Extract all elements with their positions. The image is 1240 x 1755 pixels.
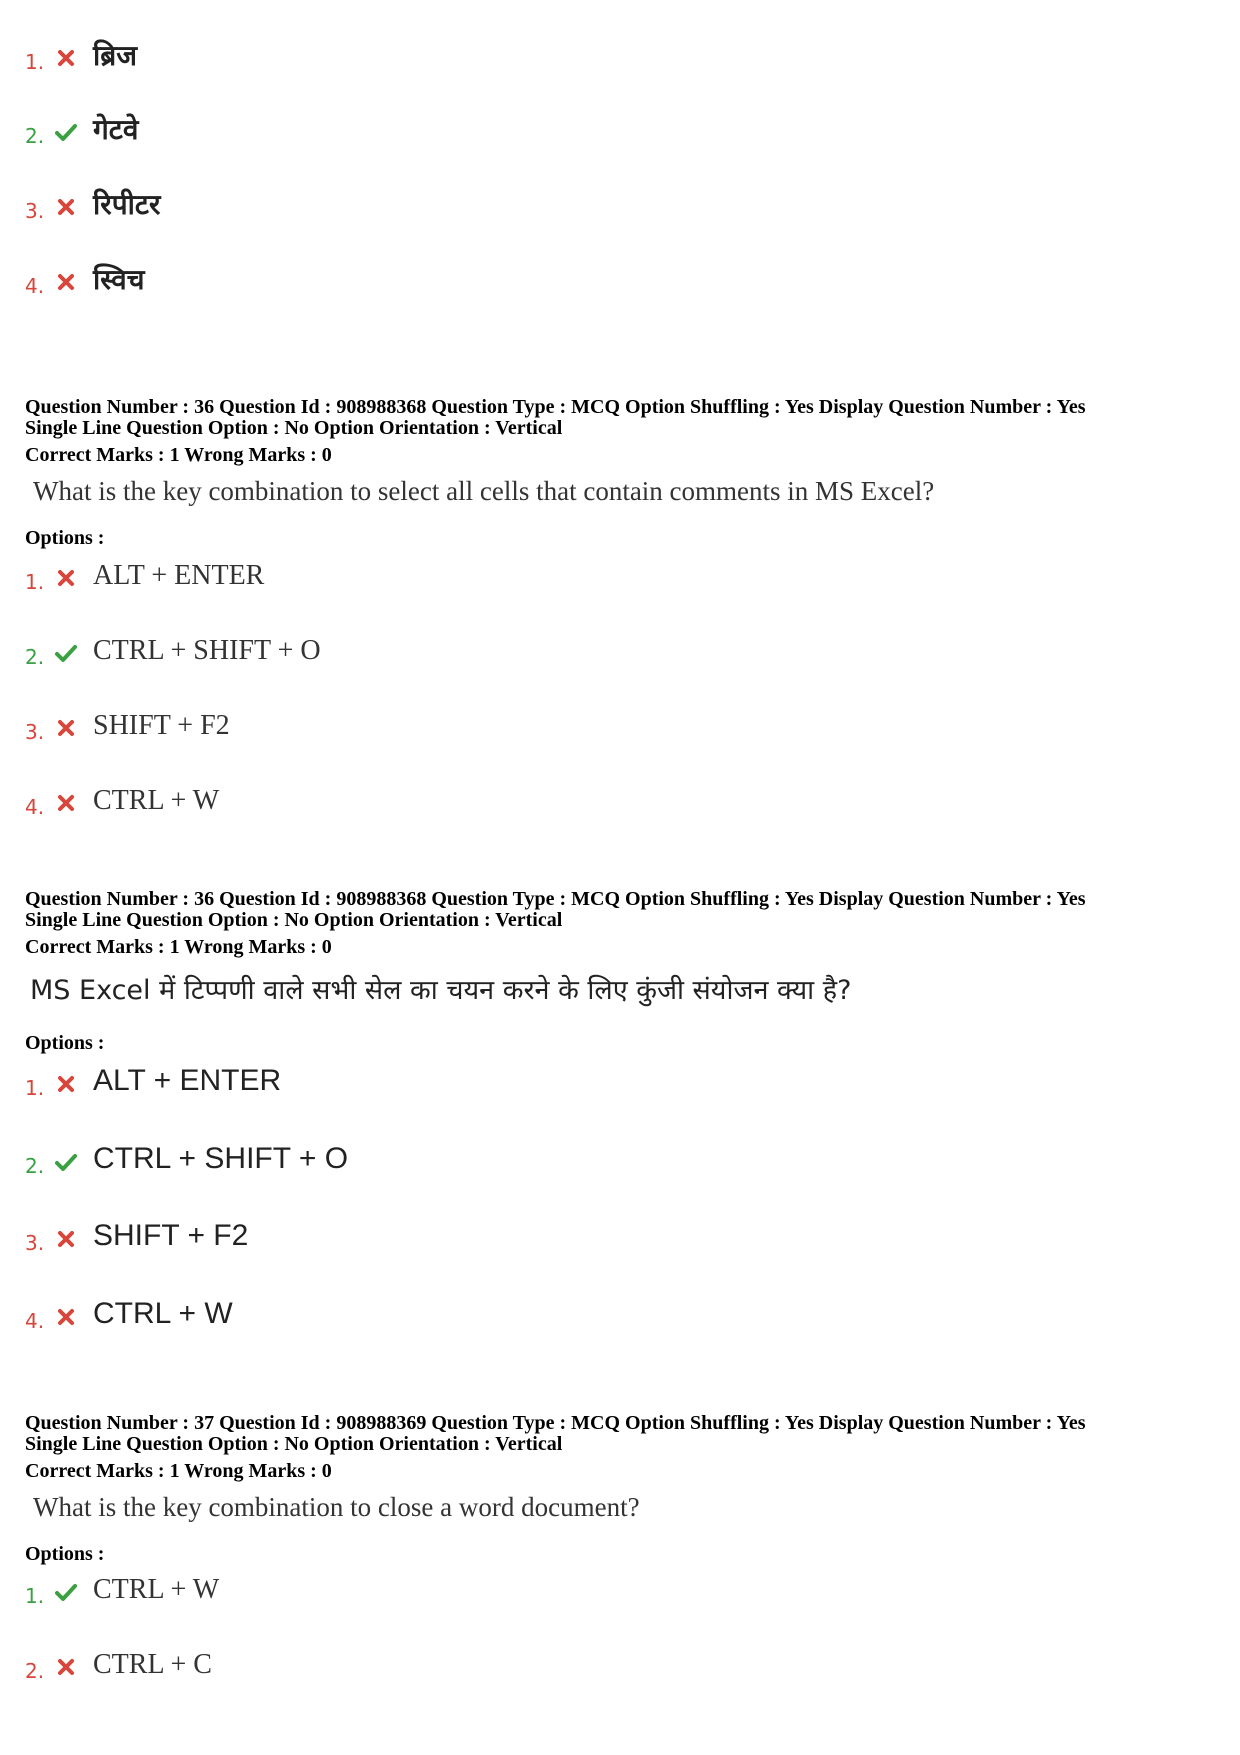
option-row: [0, 185, 1100, 233]
option-text: ALT + ENTER: [93, 1064, 282, 1097]
option-row: [0, 706, 1100, 754]
question-meta: [25, 1413, 1225, 1482]
option-text: CTRL + W: [93, 785, 220, 816]
option-text: SHIFT + F2: [93, 710, 230, 741]
option-text: CTRL + W: [93, 1297, 233, 1330]
option-number: 1.: [25, 50, 45, 74]
marks-line: Correct Marks : 1 Wrong Marks : 0: [25, 1460, 332, 1482]
cross-icon: [54, 1655, 78, 1679]
cross-icon: [54, 716, 78, 740]
option-text: ब्रिज: [93, 39, 138, 72]
option-number: 4.: [25, 274, 45, 298]
cross-icon: [54, 566, 78, 590]
option-row: [0, 1140, 1100, 1188]
option-text: CTRL + SHIFT + O: [93, 1142, 349, 1175]
meta-line-2: Single Line Question Option : No Option Orientation : Vertical: [25, 909, 563, 931]
option-text: स्विच: [93, 263, 145, 296]
option-row: [0, 556, 1100, 604]
option-row: [0, 36, 1100, 84]
question-text: What is the key combination to select all cells that contain comments in MS Excel?: [33, 476, 935, 506]
option-row: [0, 260, 1100, 308]
check-icon: [54, 120, 78, 144]
option-row: [0, 781, 1100, 829]
option-text: CTRL + C: [93, 1649, 212, 1680]
option-text: SHIFT + F2: [93, 1219, 249, 1252]
marks-line: Correct Marks : 1 Wrong Marks : 0: [25, 444, 332, 466]
option-number: 2.: [25, 1154, 45, 1178]
cross-icon: [54, 1227, 78, 1251]
option-text: ALT + ENTER: [93, 560, 265, 591]
option-number: 1.: [25, 1076, 45, 1100]
cross-icon: [54, 1305, 78, 1329]
option-number: 2.: [25, 645, 45, 669]
question-text: MS Excel में टिप्पणी वाले सभी सेल का चयन करने के लिए कुंजी संयोजन क्या है?: [30, 975, 852, 1006]
question-text: What is the key combination to close a word document?: [33, 1492, 640, 1522]
marks-line: Correct Marks : 1 Wrong Marks : 0: [25, 936, 332, 958]
cross-icon: [54, 46, 78, 70]
meta-line-1: Question Number : 37 Question Id : 908988369 Question Type : MCQ Option Shuffling : Yes Display Question Number : Yes: [25, 1412, 1086, 1434]
check-icon: [54, 1150, 78, 1174]
option-row: [0, 110, 1100, 158]
meta-line-1: Question Number : 36 Question Id : 908988368 Question Type : MCQ Option Shuffling : Yes Display Question Number : Yes: [25, 396, 1086, 418]
option-number: 2.: [25, 1659, 45, 1683]
option-text: CTRL + W: [93, 1574, 220, 1605]
option-row: [0, 631, 1100, 679]
option-number: 1.: [25, 570, 45, 594]
option-number: 3.: [25, 1231, 45, 1255]
cross-icon: [54, 1072, 78, 1096]
meta-line-1: Question Number : 36 Question Id : 908988368 Question Type : MCQ Option Shuffling : Yes Display Question Number : Yes: [25, 888, 1086, 910]
question-meta: [25, 397, 1225, 466]
option-number: 3.: [25, 199, 45, 223]
option-row: [0, 1570, 1100, 1618]
option-number: 4.: [25, 1309, 45, 1333]
option-number: 2.: [25, 124, 45, 148]
cross-icon: [54, 270, 78, 294]
option-row: [0, 1217, 1100, 1265]
options-label: Options :: [25, 1032, 105, 1054]
option-number: 3.: [25, 720, 45, 744]
check-icon: [54, 641, 78, 665]
cross-icon: [54, 195, 78, 219]
option-number: 4.: [25, 795, 45, 819]
check-icon: [54, 1580, 78, 1604]
option-row: [0, 1645, 1100, 1693]
meta-line-2: Single Line Question Option : No Option Orientation : Vertical: [25, 417, 563, 439]
cross-icon: [54, 791, 78, 815]
option-row: [0, 1062, 1100, 1110]
option-text: रिपीटर: [93, 188, 161, 221]
option-number: 1.: [25, 1584, 45, 1608]
option-row: [0, 1295, 1100, 1343]
option-text: CTRL + SHIFT + O: [93, 635, 321, 666]
option-text: गेटवे: [93, 113, 139, 146]
meta-line-2: Single Line Question Option : No Option Orientation : Vertical: [25, 1433, 563, 1455]
options-label: Options :: [25, 1543, 105, 1565]
options-label: Options :: [25, 527, 105, 549]
question-meta: [25, 889, 1225, 958]
